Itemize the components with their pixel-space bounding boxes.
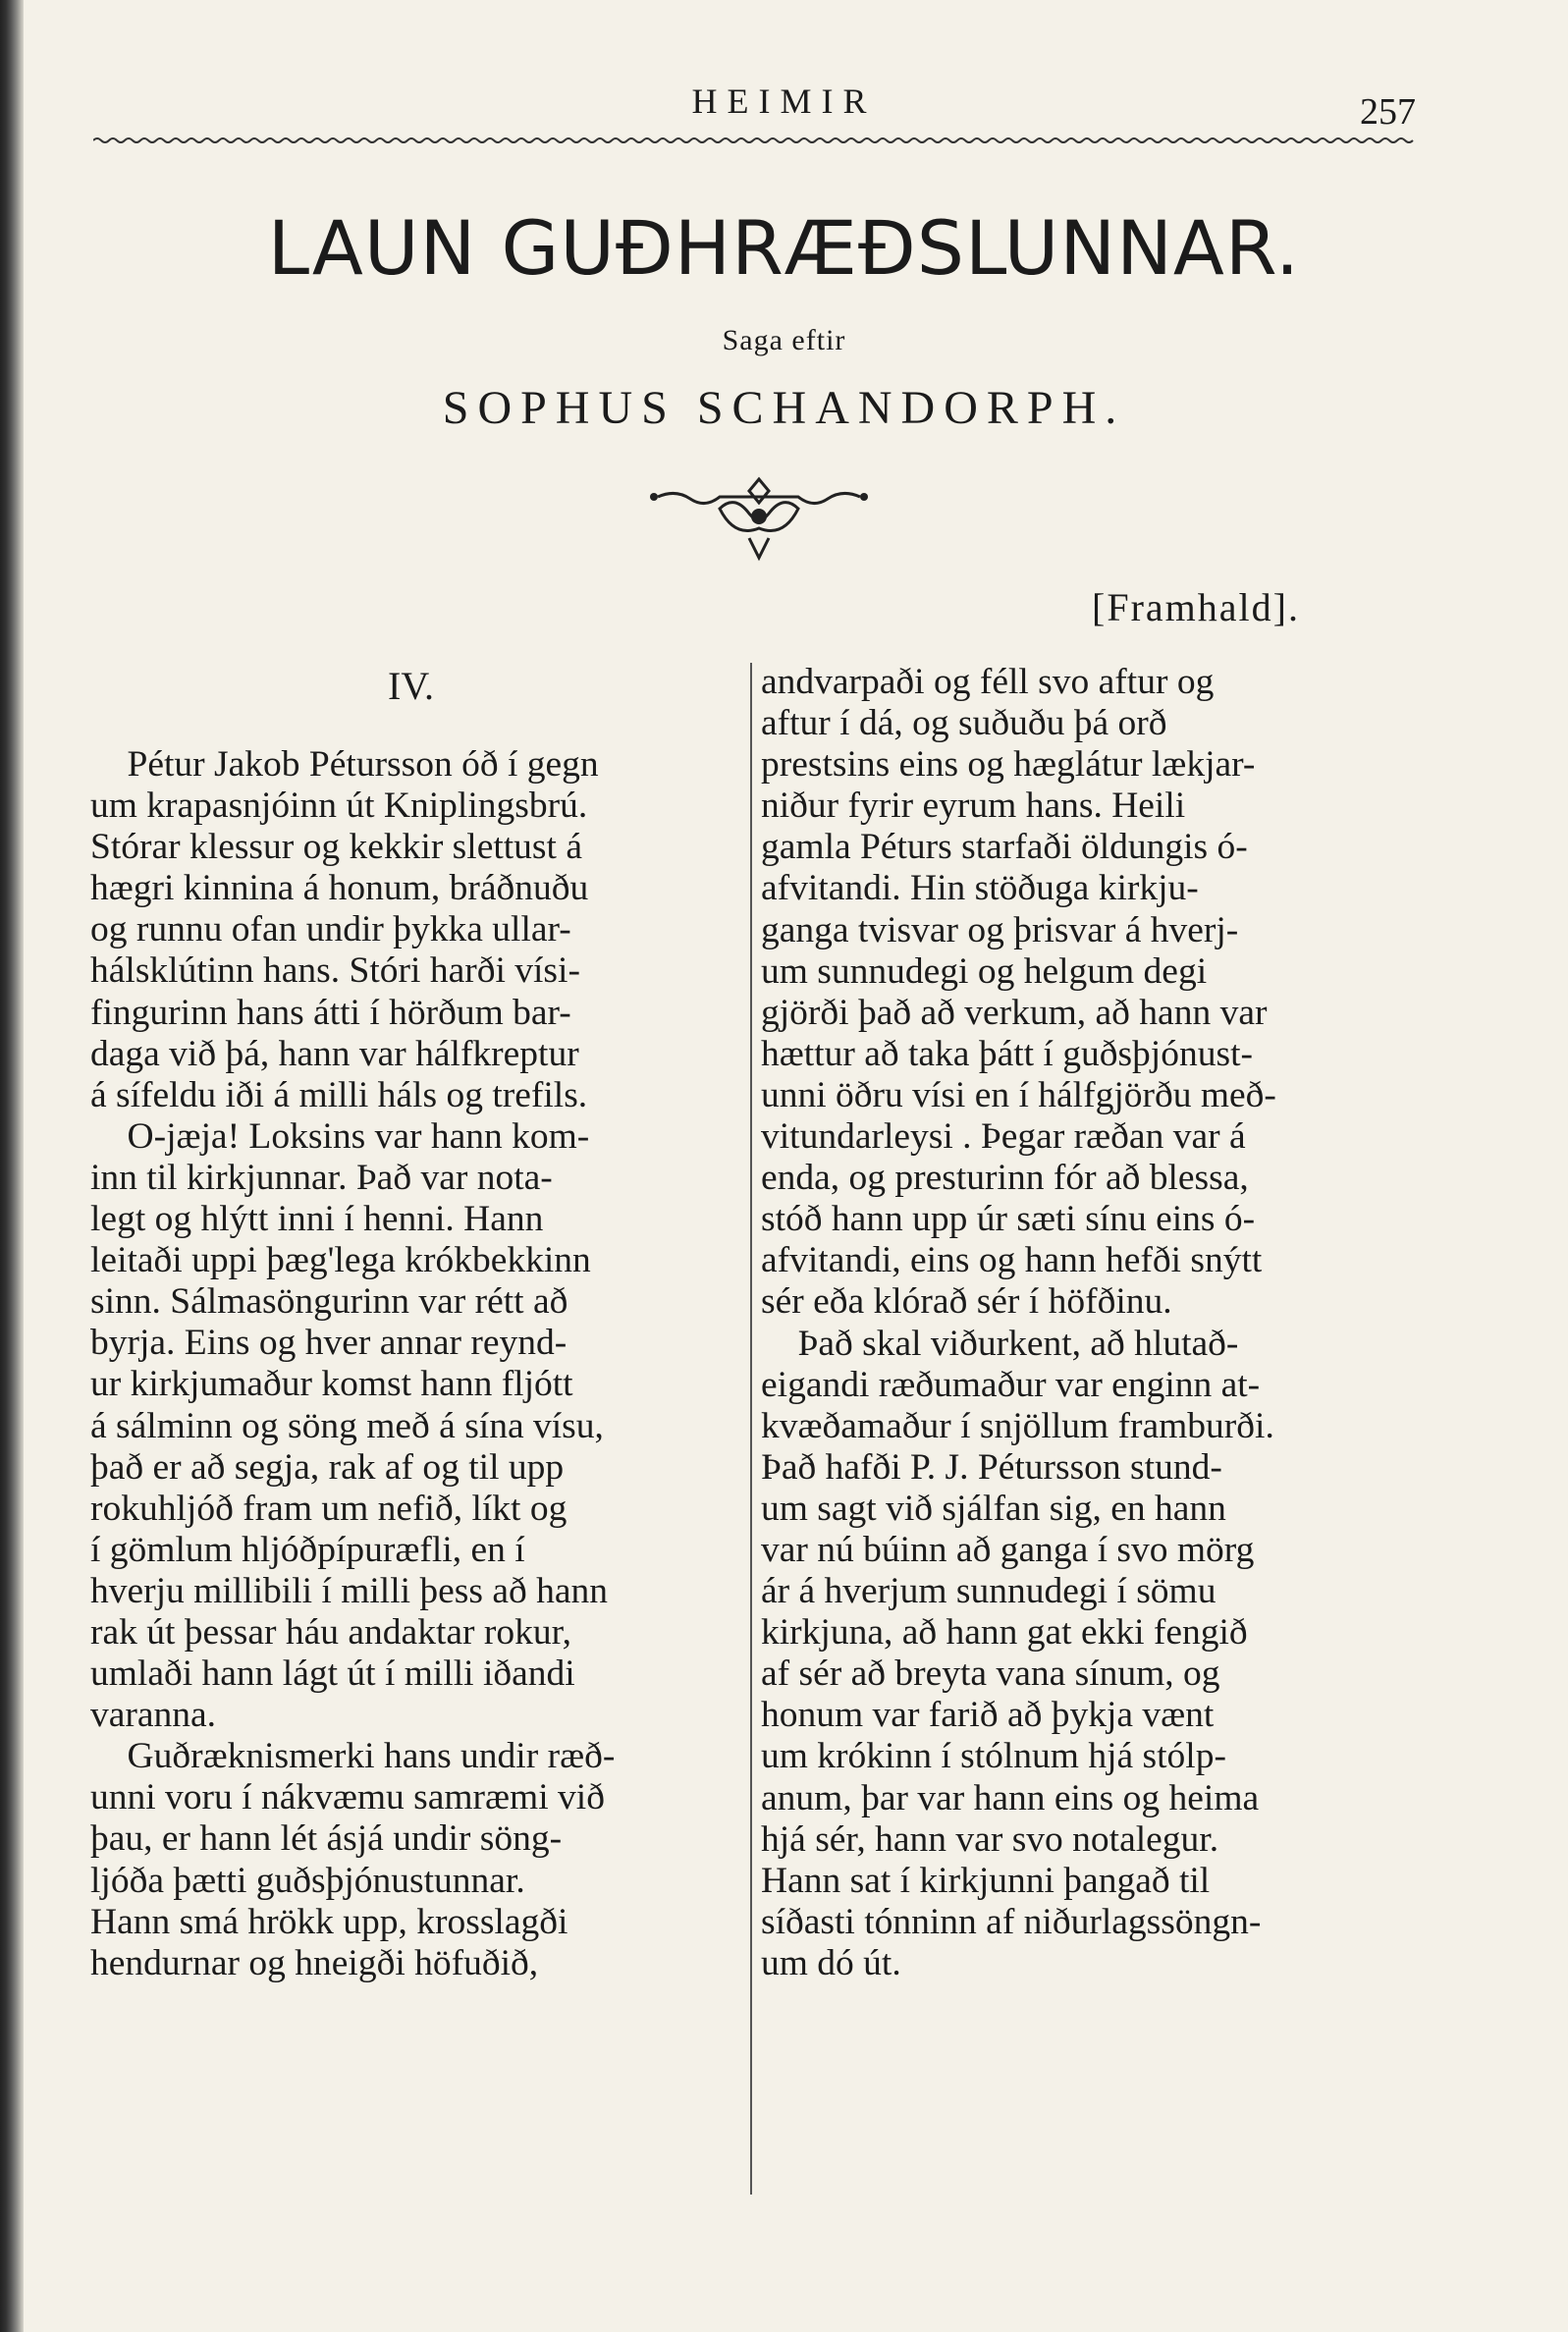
continued-note: [Framhald]. [1092,585,1300,629]
text-line: ár á hverjum sunnudegi í sömu [761,1571,1217,1612]
text-line: eigandi ræðumaður var enginn at- [761,1364,1261,1405]
text-line: ganga tvisvar og þrisvar á hverj- [761,909,1239,950]
text-line: Pétur Jakob Pétursson óð í gegn [90,744,599,785]
text-line: um dó út. [761,1942,901,1983]
text-line: unni öðru vísi en í hálfgjörðu með- [761,1074,1276,1115]
text-line: hægri kinnina á honum, bráðnuðu [90,868,589,909]
text-line: enda, og presturinn fór að blessa, [761,1158,1249,1199]
decorative-ornament-icon [636,469,882,577]
article-title: LAUN GUÐHRÆÐSLUNNAR. [267,204,1301,292]
text-line: inn til kirkjunnar. Það var nota- [90,1157,553,1198]
text-line: ur kirkjumaður komst hann fljótt [90,1364,573,1405]
text-line: var nú búinn að ganga í svo mörg [761,1529,1255,1570]
text-line: kirkjuna, að hann gat ekki fengið [761,1612,1248,1654]
text-line: af sér að breyta vana sínum, og [761,1654,1220,1695]
text-line: rak út þessar háu andaktar rokur, [90,1611,571,1653]
text-line: gamla Péturs starfaði öldungis ó- [761,827,1248,868]
text-line: og runnu ofan undir þykka ullar- [90,909,571,950]
text-line: prestsins eins og hæglátur lækjar- [761,744,1256,786]
text-line: niður fyrir eyrum hans. Heili [761,786,1186,827]
text-line: honum var farið að þykja vænt [761,1695,1215,1736]
text-line: afvitandi. Hin stöðuga kirkju- [761,868,1199,909]
text-line: vitundarleysi . Þegar ræðan var á [761,1116,1246,1158]
text-line: síðasti tónninn af niðurlagssöngn- [761,1901,1262,1942]
text-line: afvitandi, eins og hann hefði snýtt [761,1240,1263,1281]
text-line: Það skal viðurkent, að hlutað- [761,1323,1239,1364]
chapter-heading: IV. [388,664,435,708]
running-head: HEIMIR [691,81,877,121]
header-rule [93,136,1419,145]
text-line: fingurinn hans átti í hörðum bar- [90,992,571,1033]
text-line: ljóða þætti guðsþjónustunnar. [90,1860,525,1901]
text-line: um sunnudegi og helgum degi [761,950,1208,992]
right-column [761,662,1424,1984]
text-line: O-jæja! Loksins var hann kom- [90,1115,590,1157]
text-line: Hann smá hrökk upp, krosslagði [90,1901,568,1942]
left-column [90,744,738,1984]
text-line: stóð hann upp úr sæti sínu eins ó- [761,1199,1256,1240]
text-line: á sálminn og söng með á sína vísu, [90,1405,604,1446]
text-line: gjörði það að verkum, að hann var [761,992,1268,1033]
column-divider [750,663,752,2195]
text-line: hættur að taka þátt í guðsþjónust- [761,1033,1253,1074]
text-line: á sífeldu iði á milli háls og trefils. [90,1074,588,1115]
text-line: þau, er hann lét ásjá undir söng- [90,1818,563,1860]
text-line: anum, þar var hann eins og heima [761,1777,1260,1818]
text-line: Það hafði P. J. Pétursson stund- [761,1446,1222,1488]
text-line: umlaði hann lágt út í milli iðandi [90,1654,575,1695]
text-line: daga við þá, hann var hálfkreptur [90,1033,579,1074]
article-subtitle: Saga eftir [722,324,846,356]
page-number: 257 [1360,91,1416,133]
text-line: hverju millibili í milli þess að hann [90,1570,609,1611]
text-line: það er að segja, rak af og til upp [90,1446,565,1488]
text-line: hálsklútinn hans. Stóri harði vísi- [90,950,580,992]
text-line: andvarpaði og féll svo aftur og [761,662,1215,702]
text-line: leitaði uppi þæg'lega krókbekkinn [90,1240,591,1281]
text-line: um krapasnjóinn út Kniplingsbrú. [90,786,588,827]
text-line: rokuhljóð fram um nefið, líkt og [90,1488,568,1529]
text-line: aftur í dá, og suðuðu þá orð [761,703,1167,744]
text-line: um sagt við sjálfan sig, en hann [761,1488,1226,1529]
text-line: sér eða klórað sér í höfðinu. [761,1281,1172,1323]
article-author: SOPHUS SCHANDORPH. [442,382,1126,434]
text-line: Hann sat í kirkjunni þangað til [761,1860,1211,1901]
text-line: hjá sér, hann var svo notalegur. [761,1818,1219,1860]
text-line: kvæðamaður í snjöllum framburði. [761,1405,1274,1446]
text-line: í gömlum hljóðpípuræfli, en í [90,1529,525,1570]
text-line: Stórar klessur og kekkir slettust á [90,827,582,868]
text-line: legt og hlýtt inni í henni. Hann [90,1199,544,1240]
text-line: um krókinn í stólnum hjá stólp- [761,1736,1226,1777]
text-line: unni voru í nákvæmu samræmi við [90,1777,605,1818]
text-line: sinn. Sálmasöngurinn var rétt að [90,1281,568,1323]
text-line: byrja. Eins og hver annar reynd- [90,1323,568,1364]
text-line: hendurnar og hneigði höfuðið, [90,1942,539,1983]
text-line: varanna. [90,1695,217,1736]
text-line: Guðræknismerki hans undir ræð- [90,1736,616,1777]
